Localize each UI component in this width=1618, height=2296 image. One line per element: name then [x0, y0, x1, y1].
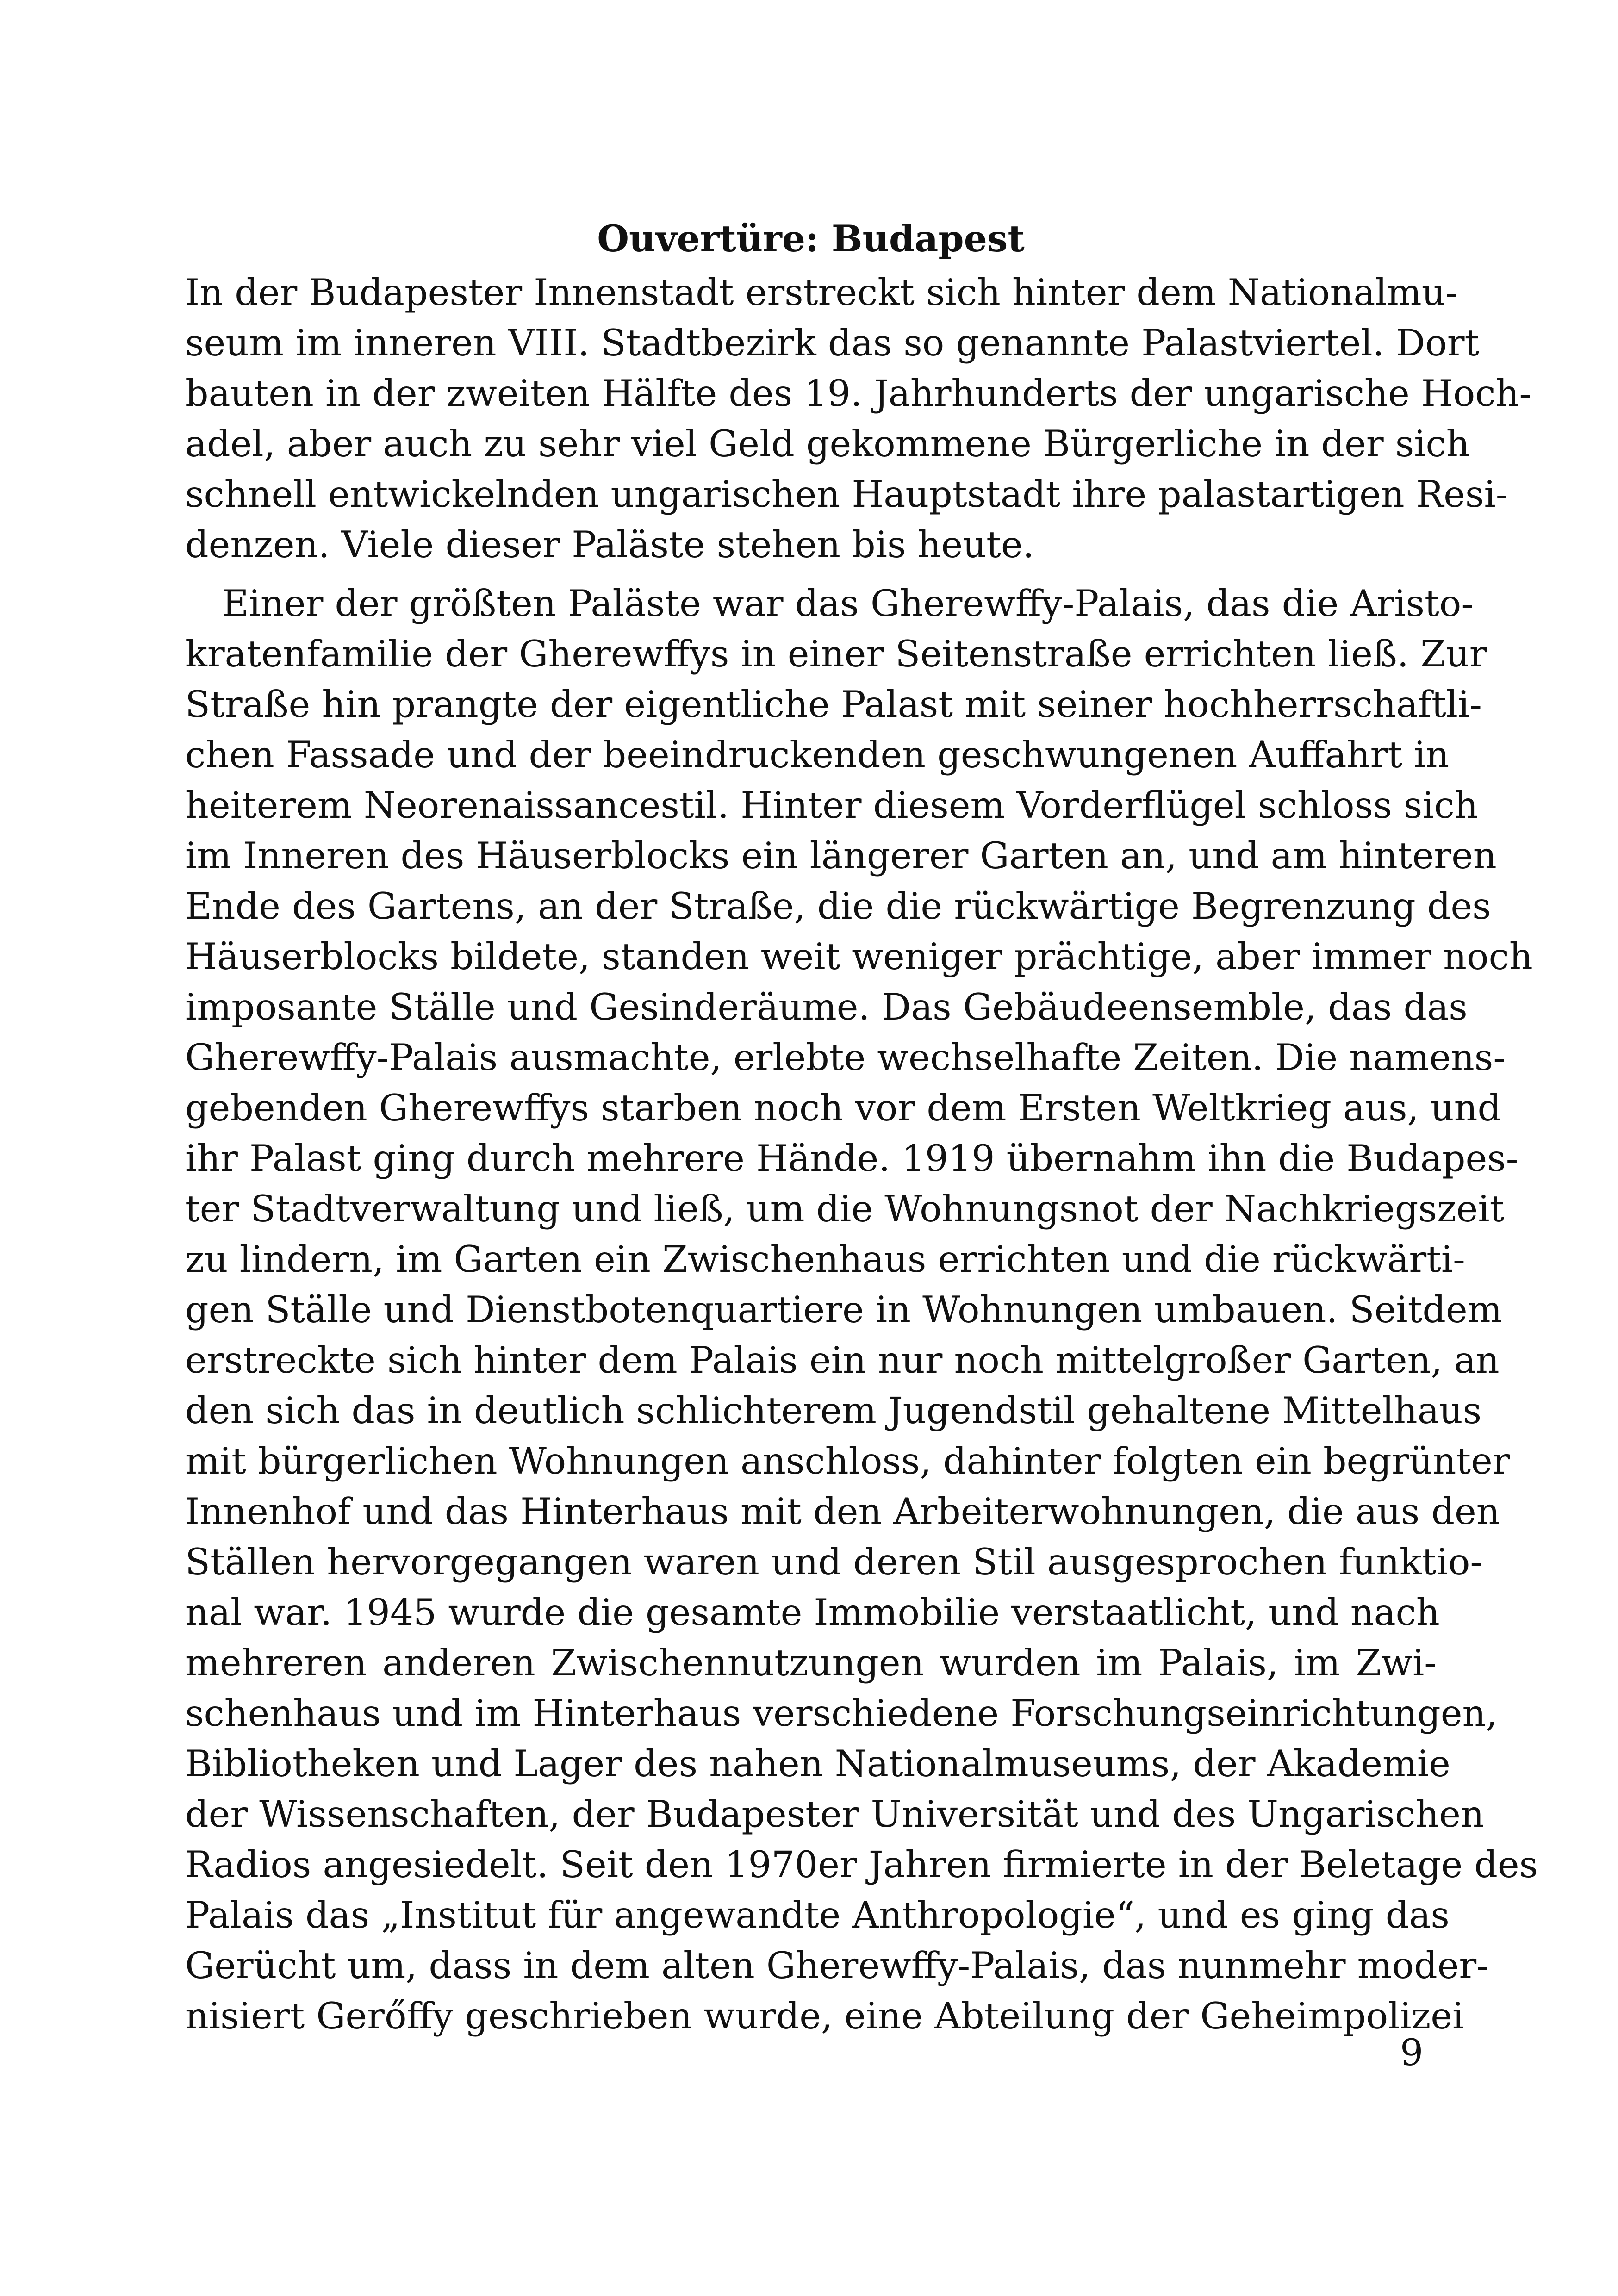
text-line: mehreren anderen Zwischennutzungen wurden im Palais, im Zwi-: [185, 1642, 1437, 1684]
text-line: gebenden Gherewffys starben noch vor dem Ersten Weltkrieg aus, und: [185, 1087, 1501, 1129]
text-line: Häuserblocks bildete, standen weit weniger prächtige, aber immer noch: [185, 935, 1533, 978]
paragraph-1: [185, 268, 1532, 570]
text-line: heiterem Neorenaissancestil. Hinter diesem Vorderflügel schloss sich: [185, 784, 1478, 827]
text-line: nisiert Gerőffy geschrieben wurde, eine Abteilung der Geheimpolizei: [185, 1995, 1464, 2037]
text-line: Gherewffy-Palais ausmachte, erlebte wechselhafte Zeiten. Die namens-: [185, 1036, 1506, 1079]
book-page: [185, 214, 1538, 2041]
text-line: im Inneren des Häuserblocks ein längerer Garten an, und am hinteren: [185, 834, 1497, 877]
text-line: schnell entwickelnden ungarischen Hauptstadt ihre palastartigen Resi-: [185, 473, 1508, 516]
chapter-title: Ouvertüre: Budapest: [597, 217, 1025, 260]
text-line: seum im inneren VIII. Stadtbezirk das so genannte Palastviertel. Dort: [185, 322, 1480, 364]
text-line: den sich das in deutlich schlichterem Jugendstil gehaltene Mittelhaus: [185, 1389, 1482, 1432]
text-line: zu lindern, im Garten ein Zwischenhaus errichten und die rückwärti-: [185, 1238, 1465, 1281]
text-line: denzen. Viele dieser Paläste stehen bis heute.: [185, 523, 1034, 566]
text-line: Straße hin prangte der eigentliche Palast mit seiner hochherrschaftli-: [185, 683, 1482, 726]
text-line: Gerücht um, dass in dem alten Gherewffy-Palais, das nunmehr moder-: [185, 1944, 1489, 1987]
paragraph-2: [185, 579, 1538, 2041]
text-line: mit bürgerlichen Wohnungen anschloss, dahinter folgten ein begrünter: [185, 1440, 1510, 1482]
text-line: kratenfamilie der Gherewffys in einer Seitenstraße errichten ließ. Zur: [185, 633, 1487, 675]
text-line: Ställen hervorgegangen waren und deren Stil ausgesprochen funktio-: [185, 1541, 1483, 1583]
text-line: chen Fassade und der beeindruckenden geschwungenen Auffahrt in: [185, 734, 1450, 776]
text-line: Bibliotheken und Lager des nahen Nationalmuseums, der Akademie: [185, 1742, 1450, 1785]
text-line: Palais das „Institut für angewandte Anthropologie“, und es ging das: [185, 1894, 1450, 1936]
text-line: Radios angesiedelt. Seit den 1970er Jahren firmierte in der Beletage des: [185, 1843, 1538, 1886]
text-line: der Wissenschaften, der Budapester Universität und des Ungarischen: [185, 1793, 1484, 1836]
text-line: erstreckte sich hinter dem Palais ein nur noch mittelgroßer Garten, an: [185, 1339, 1500, 1381]
text-line: Ende des Gartens, an der Straße, die die rückwärtige Begrenzung des: [185, 885, 1491, 927]
text-line: adel, aber auch zu sehr viel Geld gekommene Bürgerliche in der sich: [185, 423, 1470, 465]
text-line: ihr Palast ging durch mehrere Hände. 1919 übernahm ihn die Budapes-: [185, 1137, 1518, 1180]
text-line: gen Ställe und Dienstbotenquartiere in Wohnungen umbauen. Seitdem: [185, 1288, 1502, 1331]
text-line: Einer der größten Paläste war das Gherewffy-Palais, das die Aristo-: [222, 582, 1474, 625]
text-line: Innenhof und das Hinterhaus mit den Arbeiterwohnungen, die aus den: [185, 1490, 1500, 1533]
text-line: bauten in der zweiten Hälfte des 19. Jahrhunderts der ungarische Hoch-: [185, 372, 1532, 415]
text-line: In der Budapester Innenstadt erstreckt sich hinter dem Nationalmu-: [185, 271, 1458, 314]
page-number: 9: [1400, 2031, 1424, 2074]
text-line: schenhaus und im Hinterhaus verschiedene Forschungseinrichtungen,: [185, 1692, 1498, 1735]
text-line: nal war. 1945 wurde die gesamte Immobilie verstaatlicht, und nach: [185, 1591, 1440, 1634]
text-line: ter Stadtverwaltung und ließ, um die Wohnungsnot der Nachkriegszeit: [185, 1188, 1505, 1230]
text-line: imposante Ställe und Gesinderäume. Das Gebäudeensemble, das das: [185, 986, 1468, 1028]
